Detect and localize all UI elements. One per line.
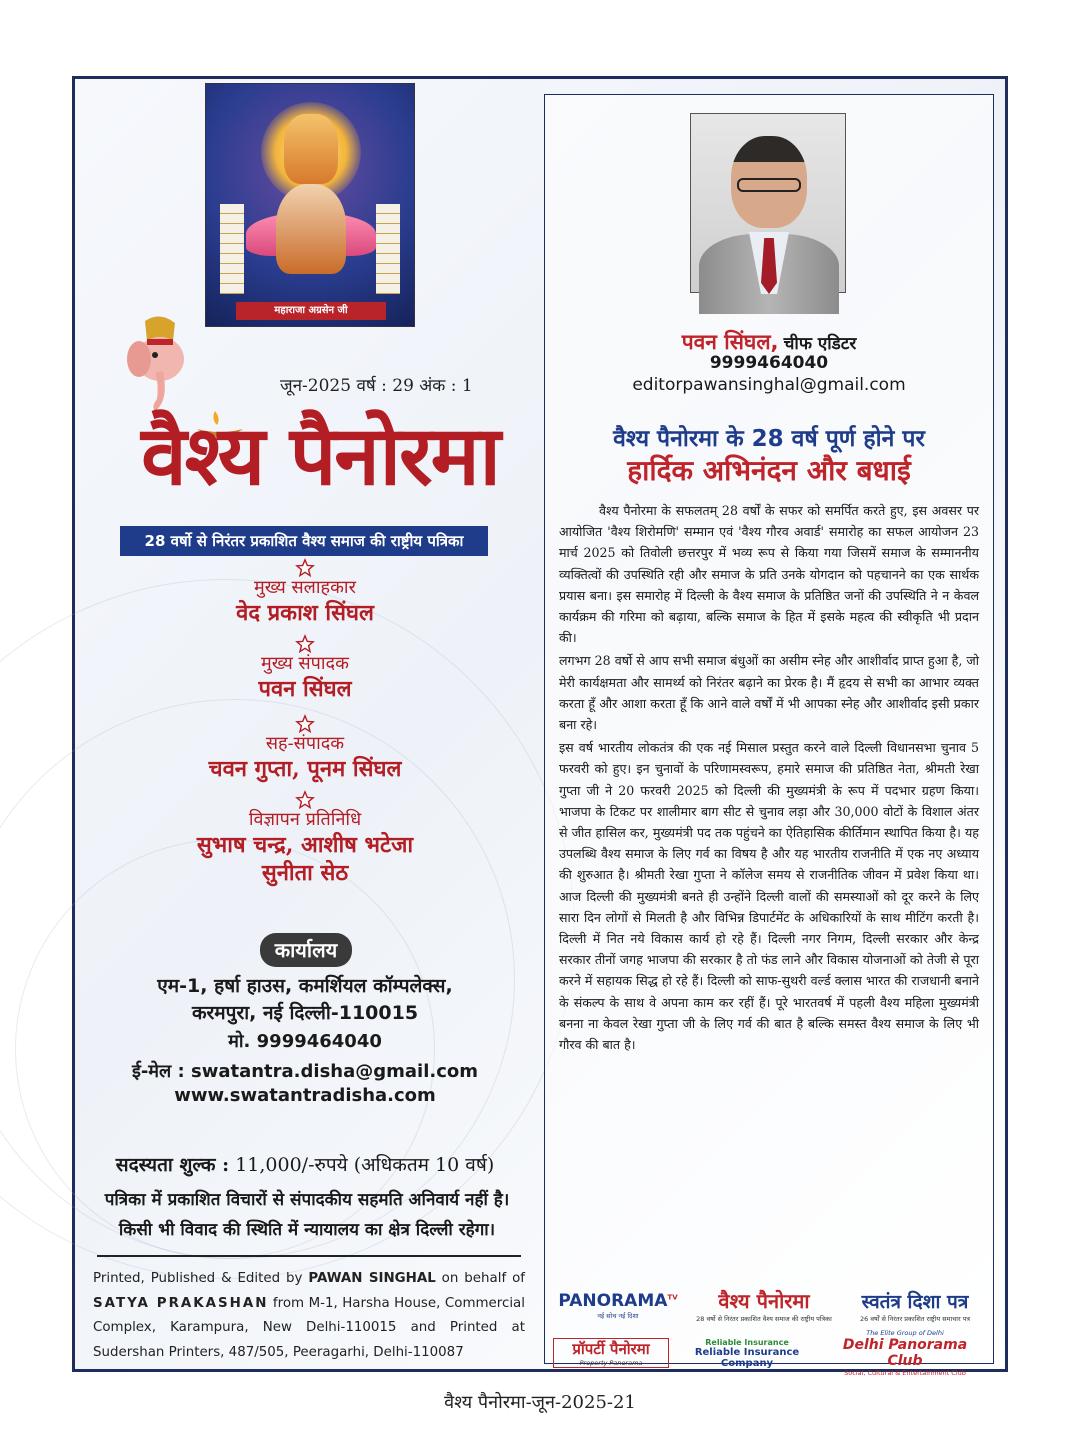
article-headline: वैश्य पैनोरमा के 28 वर्ष पूर्ण होने पर [613, 426, 925, 452]
star-icon [296, 791, 314, 809]
disclaimer-line2: किसी भी विवाद की स्थिति में न्यायालय का क्षेत्र दिल्ली रहेगा। [118, 1220, 496, 1240]
staff-role: मुख्य सलाहकार [254, 577, 356, 598]
staff-name: पवन सिंघल [258, 676, 352, 702]
staff-co-editor [135, 715, 475, 783]
editor-name-line [545, 328, 993, 356]
panorama-tv-logo: $PANORAMA^{TV}$ नई सोच नई दिशा [558, 1290, 678, 1320]
deity-caption: महाराजा अग्रसेन जी [236, 302, 386, 320]
office-address-line2: करमपुरा, नई दिल्ली-110015 [191, 1002, 419, 1024]
membership-fee [105, 1151, 505, 1177]
editor-phone: 9999464040 [709, 353, 829, 373]
staff-name: चवन गुप्ता, पूनम सिंघल [208, 756, 402, 782]
editor-name: पवन सिंघल, [681, 330, 779, 354]
property-panorama-logo: प्रॉपर्टी पैनोरमा Property Panorama [553, 1338, 669, 1368]
office-label: कार्यालय [260, 933, 352, 967]
office-email: ई-मेल : swatantra.disha@gmail.com [131, 1061, 478, 1082]
star-icon [296, 715, 314, 733]
office-phone: मो. 9999464040 [228, 1031, 382, 1052]
imprint-text: Printed, Published & Edited by PAWAN SINGHAL on behalf of SATYA PRAKASHAN from M-1, Harsha House, Commercial Complex, Karampura, New Delhi-110015 and Printed at Sudershan Printers, 487/505, Peeragarhi, Delhi-110087 [93, 1271, 525, 1360]
staff-advertising [135, 791, 475, 887]
staff-role: सह-संपादक [265, 733, 345, 754]
article-subheadline: हार्दिक अभिनंदन और बधाई [627, 454, 911, 487]
masthead-tagline: 28 वर्षो से निरंतर प्रकाशित वैश्य समाज की राष्ट्रीय पत्रिका [120, 526, 488, 556]
issue-line: जून-2025 वर्ष : 29 अंक : 1 [280, 376, 473, 396]
office-address-line1: एम-1, हर्षा हाउस, कमर्शियल कॉम्पलेक्स, [157, 975, 453, 997]
disclaimer-line1: पत्रिका में प्रकाशित विचारों से संपादकीय सहमति अनिवार्य नहीं है। [104, 1190, 510, 1210]
ganesha-icon [125, 311, 195, 421]
divider [97, 1255, 521, 1257]
staff-name: वेद प्रकाश सिंघल [236, 600, 374, 626]
staff-role: विज्ञापन प्रतिनिधि [248, 809, 362, 830]
membership-label: सदस्यता शुल्क : [115, 1154, 230, 1176]
article-paragraph: लगभग 28 वर्षो से आप सभी समाज बंधुओं का असीम स्नेह और आशीर्वाद प्राप्त हुआ है, जो मेरी कार्यक्षमता और सामर्थ्य को निरंतर बढ़ाने का प्रेरक है। मैं हृदय से सभी का आभार व्यक्त करता हूँ और आशा करता हूँ कि आने वाले वर्षों में भी आपका स्नेह और आशीर्वाद इसी प्रकार बना रहे। [559, 653, 979, 733]
star-icon [296, 559, 314, 577]
article-body [559, 500, 979, 1057]
article-paragraph: वैश्य पैनोरमा के सफलतम् 28 वर्षों के सफर को समर्पित करते हुए, इस अवसर पर आयोजित 'वैश्य शिरोमणि' सम्मान एवं 'वैश्य गौरव अवार्ड' समारोह का सफल आयोजन 23 मार्च 2025 को तिवोली छत्तरपुर में भव्य रूप से किया गया जिसमें समाज के सम्माननीय व्यक्तित्वों की उपस्थिति रही और समाज के प्रति उनके योगदान को पहचानने का एक सार्थक प्रयास बना। इस समारोह में दिल्ली के वैश्य समाज के प्रतिष्ठित जनों की उपस्थिति ने न केवल कार्यक्रम की गरिमा को बढ़ाया, बल्कि समाज के हित में इसके महत्व की स्वीकृति भी प्रदान की। [559, 503, 979, 646]
page-frame [72, 76, 1008, 1377]
staff-name: सुनीता सेठ [261, 860, 349, 886]
staff-role: मुख्य संपादक [261, 653, 349, 674]
swatantra-disha-logo: स्वतंत्र दिशा पत्र 26 वर्षों से निरंतर प्रकाशित राष्ट्रीय समाचार पत्र [860, 1290, 970, 1323]
staff-editor [135, 635, 475, 703]
staff-advisor [135, 559, 475, 627]
office-website: www.swatantradisha.com [174, 1085, 436, 1106]
logos-row-top [553, 1287, 985, 1323]
masthead-title: वैश्य पैनोरमा [141, 409, 499, 504]
deity-image [205, 83, 415, 327]
editorial-box [544, 94, 994, 1377]
membership-value: 11,000/-रुपये (अधिकतम 10 वर्ष) [235, 1154, 495, 1176]
reliable-insurance-logo: Reliable Insurance Reliable Insurance Company [694, 1337, 800, 1369]
vaishya-panorama-logo: वैश्य पैनोरमा 28 वर्षो से निरंतर प्रकाशित वैश्य समाज की राष्ट्रीय पत्रिका [696, 1289, 832, 1323]
article-paragraph: इस वर्ष भारतीय लोकतंत्र की एक नई मिसाल प्रस्तुत करने वाले दिल्ली विधानसभा चुनाव 5 फरवरी को हुए। इन चुनावों के परिणामस्वरूप, हमारे समाज की प्रतिष्ठित नेता, श्रीमती रेखा गुप्ता जी ने 20 फरवरी 2025 को दिल्ली की मुख्यमंत्री के रूप में पदभार ग्रहण किया। भाजपा के टिकट पर शालीमार बाग सीट से चुनाव लड़ा और 30,000 वोटों के विशाल अंतर से जीत हासिल कर, मुख्यमंत्री पद तक पहुंचने का ऐतिहासिक कीर्तिमान स्थापित किया है। यह उपलब्धि वैश्य समाज के लिए गर्व का विषय है और यह भारतीय राजनीति में एक नए अध्याय की शुरुआत है। श्रीमती रेखा गुप्ता ने कॉलेज समय से राजनीतिक जीवन में प्रवेश किया था। आज दिल्ली की मुख्यमंत्री बनते ही उन्होंने दिल्ली वालों की समस्याओं को दूर करने के लिए सारा दिन लोगों से मिलती है और विभिन्न डिपार्टमेंट के अधिकारियों के साथ मीटिंग करती है। दिल्ली में नित नये विकास कार्य हो रहे हैं। दिल्ली नगर निगम, दिल्ली सरकार और केन्द्र सरकार तीनों जगह भाजपा की सरकार है तो फंड लाने और विकास योजनाओं को तेजी से पूरा करने में सहायक सिद्ध हो रहे हैं। दिल्ली को साफ-सुथरी वर्ल्ड क्लास भारत की राजधानी बनाने के संकल्प के साथ वे अपना काम कर रहीं हैं। पूरे भारतवर्ष में पहली वैश्य महिला मुख्यमंत्री बनना ना केवल रेखा गुप्ता जी के लिए गर्व की बात है बल्कि समस्त वैश्य समाज के लिए भी गौरव की बात है। [559, 740, 979, 1053]
staff-name: सुभाष चन्द्र, आशीष भटेजा [196, 832, 414, 858]
masthead-column [75, 79, 535, 1369]
page-footer: वैश्य पैनोरमा-जून-2025-21 [444, 1392, 636, 1413]
logos-row-bottom [553, 1329, 985, 1377]
editor-title: चीफ एडिटर [783, 334, 857, 354]
star-icon [296, 635, 314, 653]
editor-email: editorpawansinghal@gmail.com [632, 375, 906, 395]
delhi-panorama-club-logo: The Elite Group of Delhi Delhi Panorama Club Social, Cultural & Entertainment Club [842, 1329, 968, 1377]
editor-photo [690, 113, 846, 293]
